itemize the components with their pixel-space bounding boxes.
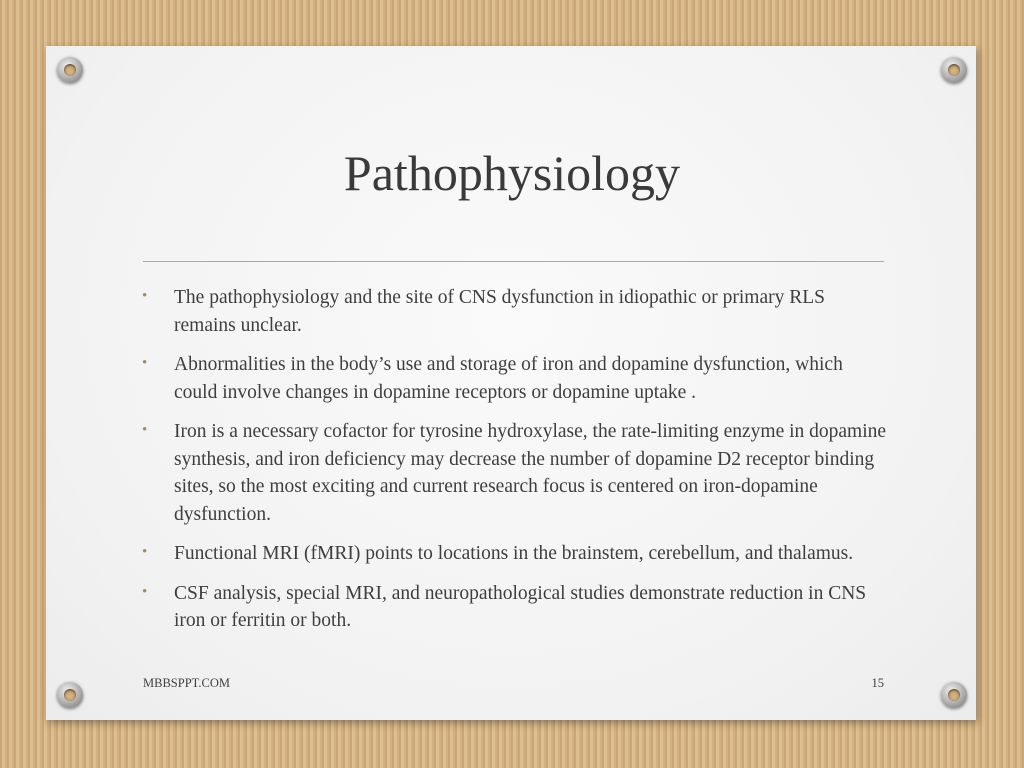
bullet-icon: • [142,355,148,371]
bullet-icon: • [142,288,148,304]
grommet-icon [57,57,83,83]
bullet-item [140,351,890,406]
bullet-text: Functional MRI (fMRI) points to locations in the brainstem, cerebellum, and thalamus. [174,543,854,564]
title-divider [143,261,884,262]
bullet-text: The pathophysiology and the site of CNS dysfunction in idiopathic or primary RLS remains unclear. [174,287,826,336]
grommet-icon [941,682,967,708]
bullet-item [140,580,890,635]
bullet-text: Abnormalities in the body’s use and storage of iron and dopamine dysfunction, which could involve changes in dopamine receptors or dopamine uptake . [174,354,843,403]
bullet-icon: • [142,544,148,560]
bullet-text: CSF analysis, special MRI, and neuropathological studies demonstrate reduction in CNS iron or ferritin or both. [174,582,867,631]
grommet-icon [57,682,83,708]
bullet-icon: • [142,583,148,600]
bullet-item [140,418,890,528]
bullet-icon: • [142,422,148,438]
bullet-list [140,284,890,647]
page-number: 15 [871,676,884,690]
footer-source: MBBSPPT.COM [143,676,230,690]
slide-title: Pathophysiology [343,145,681,201]
bullet-item [140,540,890,568]
bullet-text: Iron is a necessary cofactor for tyrosine hydroxylase, the rate-limiting enzyme in dopamine synthesis, and iron deficiency may decrease the number of dopamine D2 receptor binding sites, so the most exciting and current research focus is centered on iron-dopamine dysfunction. [174,421,887,525]
bullet-item [140,284,890,339]
grommet-icon [941,57,967,83]
